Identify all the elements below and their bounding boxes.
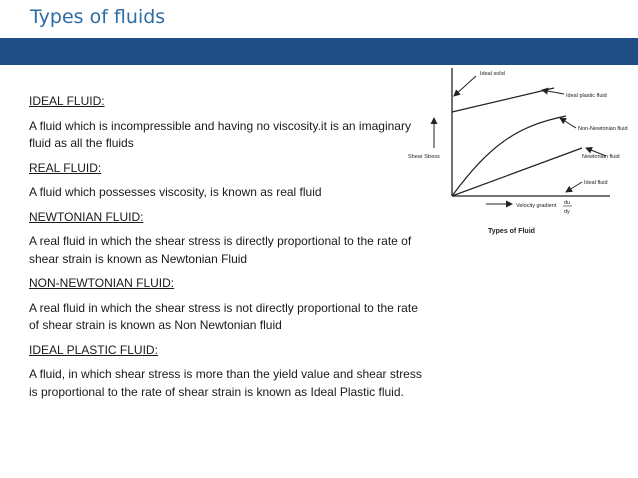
title-banner (0, 38, 638, 65)
section-heading-newtonian-fluid: NEWTONIAN FLUID: (29, 209, 144, 224)
diagram-svg (404, 66, 636, 238)
label-ideal-solid: Ideal solid (480, 71, 505, 77)
section-text-newtonian-fluid: A real fluid in which the shear stress is directly proportional to the rate of shear strain is known as Newtonian Fluid (29, 234, 412, 266)
section-text-ideal-plastic-fluid: A fluid, in which shear stress is more than the yield value and shear stress is proportional to the rate of shear strain is known as Ideal Plastic fluid. (29, 367, 422, 399)
section-heading-real-fluid: REAL FLUID: (29, 160, 102, 175)
slide-title: Types of fluids (30, 6, 166, 28)
section-heading-ideal-fluid: IDEAL FLUID: (29, 94, 105, 108)
label-ideal-fluid: Ideal fluid (584, 180, 608, 186)
non-newtonian-arrow (560, 118, 576, 128)
label-du: du (564, 200, 571, 206)
label-ideal-plastic: Ideal plastic fluid (566, 93, 607, 99)
non-newtonian-curve (452, 116, 566, 196)
slide-body (29, 93, 424, 408)
ideal-fluid-arrow (566, 182, 582, 192)
label-newtonian: Newtonian fluid (582, 154, 620, 160)
section-text-non-newtonian-fluid: A real fluid in which the shear stress is not directly proportional to the rate of shear strain is known as Non Newtonian fluid (29, 300, 418, 332)
ideal-plastic-line (452, 88, 554, 112)
label-velocity-gradient: Velocity gradient (516, 203, 557, 209)
section-text-real-fluid: A fluid which possesses viscosity, is known as real fluid (29, 185, 322, 199)
label-non-newtonian: Non-Newtonian fluid (578, 126, 628, 132)
diagram-caption: Types of Fluid (488, 228, 535, 235)
section-heading-ideal-plastic-fluid: IDEAL PLASTIC FLUID: (29, 342, 158, 357)
section-heading-non-newtonian-fluid: NON-NEWTONIAN FLUID: (29, 276, 175, 290)
label-dy: dy (564, 209, 570, 215)
fluid-types-diagram (404, 66, 636, 238)
ideal-plastic-arrow (542, 90, 564, 94)
section-text-ideal-fluid: A fluid which is incompressible and having no viscosity.it is an imaginary fluid as all the fluids (29, 118, 411, 150)
label-shear-stress: Shear Stress (408, 154, 440, 160)
ideal-solid-arrow (454, 76, 476, 96)
